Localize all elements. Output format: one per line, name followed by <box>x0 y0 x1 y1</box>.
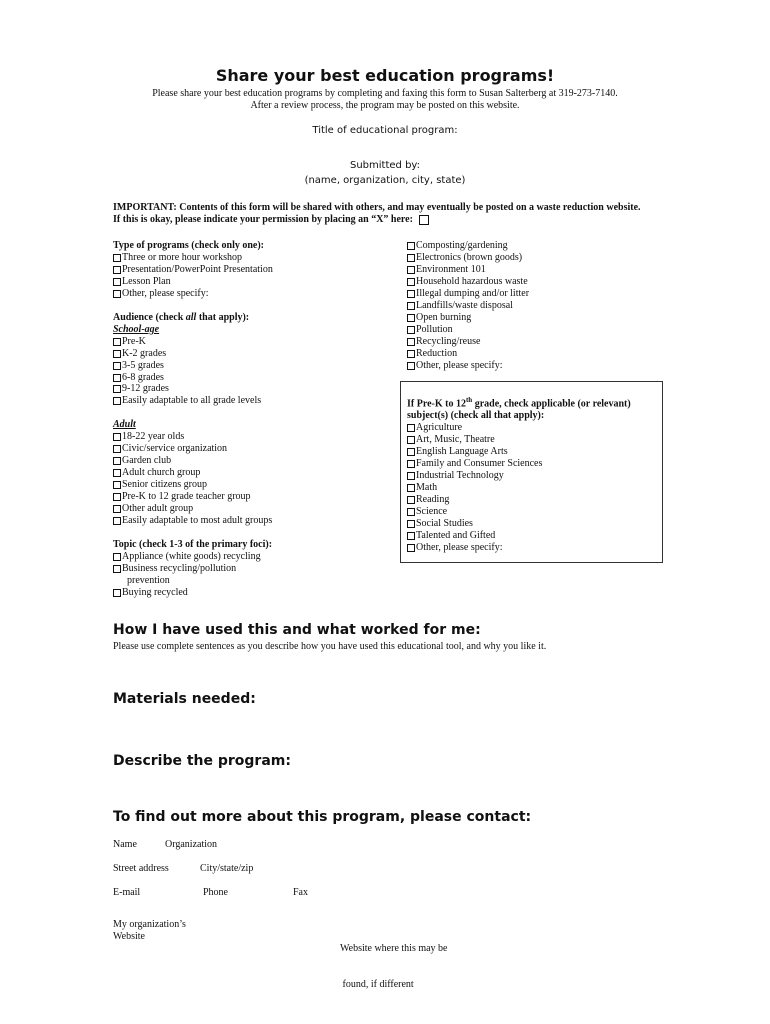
subject-item[interactable]: Family and Consumer Sciences <box>407 458 657 470</box>
checkbox[interactable] <box>407 424 415 432</box>
submitted-by-label: Submitted by: <box>350 160 420 171</box>
checkbox[interactable] <box>113 505 121 513</box>
checkbox[interactable] <box>113 254 121 262</box>
checkbox[interactable] <box>113 350 121 358</box>
right-column <box>407 240 657 371</box>
type-item[interactable]: Presentation/PowerPoint Presentation <box>113 264 398 276</box>
permission-row <box>113 214 673 226</box>
street-field-label: Street address <box>113 863 169 874</box>
type-item[interactable]: Lesson Plan <box>113 276 398 288</box>
topic-item[interactable]: Pollution <box>407 324 657 336</box>
adult-label: Adult <box>113 419 136 431</box>
subject-item[interactable]: Science <box>407 506 657 518</box>
checkbox[interactable] <box>407 532 415 540</box>
checkbox[interactable] <box>407 472 415 480</box>
checkbox[interactable] <box>407 448 415 456</box>
audience-item[interactable]: Adult church group <box>113 467 398 479</box>
how-used-heading: How I have used this and what worked for me: <box>113 622 481 638</box>
audience-item[interactable]: Easily adaptable to most adult groups <box>113 515 398 527</box>
audience-item[interactable]: K-2 grades <box>113 348 398 360</box>
checkbox[interactable] <box>407 496 415 504</box>
type-item[interactable]: Three or more hour workshop <box>113 252 398 264</box>
checkbox[interactable] <box>407 460 415 468</box>
subjects-heading: If Pre-K to 12th grade, check applicable (or relevant) <box>407 396 631 410</box>
subject-item[interactable]: Math <box>407 482 657 494</box>
checkbox[interactable] <box>407 266 415 274</box>
checkbox[interactable] <box>407 278 415 286</box>
checkbox[interactable] <box>113 338 121 346</box>
subject-item[interactable]: English Language Arts <box>407 446 657 458</box>
materials-heading: Materials needed: <box>113 691 256 707</box>
subjects-heading-2: subject(s) (check all that apply): <box>407 410 545 422</box>
checkbox[interactable] <box>113 433 121 441</box>
topic-item-continuation: prevention <box>127 574 170 586</box>
checkbox[interactable] <box>113 457 121 465</box>
permission-checkbox[interactable] <box>419 215 429 225</box>
audience-item[interactable]: Pre-K to 12 grade teacher group <box>113 491 398 503</box>
subject-item[interactable]: Other, please specify: <box>407 542 657 554</box>
checkbox[interactable] <box>113 553 121 561</box>
important-notice <box>113 202 673 226</box>
intro-line-2: After a review process, the program may be posted on this website. <box>250 100 520 111</box>
checkbox[interactable] <box>113 266 121 274</box>
name-field-label: Name <box>113 839 137 850</box>
checkbox[interactable] <box>407 544 415 552</box>
contact-heading: To find out more about this program, please contact: <box>113 809 532 825</box>
audience-item[interactable]: 9-12 grades <box>113 383 398 395</box>
checkbox[interactable] <box>113 469 121 477</box>
subject-item[interactable]: Talented and Gifted <box>407 530 657 542</box>
program-title-label: Title of educational program: <box>312 125 458 136</box>
checkbox[interactable] <box>407 242 415 250</box>
checkbox[interactable] <box>113 278 121 286</box>
checkbox[interactable] <box>407 508 415 516</box>
audience-item[interactable]: Garden club <box>113 455 398 467</box>
topic-item[interactable]: Landfills/waste disposal <box>407 300 657 312</box>
subject-item[interactable]: Art, Music, Theatre <box>407 434 657 446</box>
subject-item[interactable]: Reading <box>407 494 657 506</box>
topic-item[interactable]: Recycling/reuse <box>407 336 657 348</box>
subject-item[interactable]: Industrial Technology <box>407 470 657 482</box>
type-heading: Type of programs (check only one): <box>113 240 265 251</box>
how-used-note: Please use complete sentences as you describe how you have used this educational tool, and why you like it. <box>113 641 547 652</box>
audience-item[interactable]: Other adult group <box>113 503 398 515</box>
topic-item[interactable]: Business recycling/pollution <box>113 563 398 575</box>
checkbox[interactable] <box>407 338 415 346</box>
organization-field-label: Organization <box>165 839 218 850</box>
checkbox[interactable] <box>407 290 415 298</box>
phone-field-label: Phone <box>203 887 228 898</box>
audience-item[interactable]: Easily adaptable to all grade levels <box>113 395 398 407</box>
city-field-label: City/state/zip <box>200 863 254 874</box>
fax-field-label: Fax <box>293 887 308 898</box>
important-line-1: IMPORTANT: Contents of this form will be shared with others, and may eventually be posted on a waste reduction website. <box>113 202 641 213</box>
topic-item[interactable]: Buying recycled <box>113 587 398 599</box>
topic-item[interactable]: Household hazardous waste <box>407 276 657 288</box>
important-line-2: If this is okay, please indicate your permission by placing an “X” here: <box>113 214 413 225</box>
checkbox[interactable] <box>113 290 121 298</box>
topic-heading: Topic (check 1-3 of the primary foci): <box>113 538 273 550</box>
topic-item[interactable]: Other, please specify: <box>407 360 657 372</box>
audience-item[interactable]: 6-8 grades <box>113 372 398 384</box>
audience-item[interactable]: 3-5 grades <box>113 360 398 372</box>
school-age-label: School-age <box>113 323 160 335</box>
checkbox[interactable] <box>407 326 415 334</box>
audience-heading: Audience (check all that apply): <box>113 311 250 323</box>
left-column <box>113 240 398 599</box>
audience-item[interactable]: Senior citizens group <box>113 479 398 491</box>
checkbox[interactable] <box>113 397 121 405</box>
subjects-list <box>407 395 657 554</box>
checkbox[interactable] <box>113 481 121 489</box>
checkbox[interactable] <box>407 254 415 262</box>
checkbox[interactable] <box>407 350 415 358</box>
topic-item[interactable]: Appliance (white goods) recycling <box>113 551 398 563</box>
intro-line-1: Please share your best education programs by completing and faxing this form to Susan Salterberg at 319-273-7140. <box>152 88 618 99</box>
checkbox[interactable] <box>113 374 121 382</box>
audience-item[interactable]: Pre-K <box>113 336 398 348</box>
checkbox[interactable] <box>113 565 121 573</box>
checkbox[interactable] <box>407 314 415 322</box>
email-field-label: E-mail <box>113 887 141 898</box>
checkbox[interactable] <box>407 520 415 528</box>
checkbox[interactable] <box>113 385 121 393</box>
checkbox[interactable] <box>113 362 121 370</box>
checkbox[interactable] <box>113 493 121 501</box>
checkbox[interactable] <box>113 445 121 453</box>
checkbox[interactable] <box>113 589 121 597</box>
checkbox[interactable] <box>407 362 415 370</box>
topic-item[interactable]: Electronics (brown goods) <box>407 252 657 264</box>
topic-item[interactable]: Illegal dumping and/or litter <box>407 288 657 300</box>
subject-item[interactable]: Social Studies <box>407 518 657 530</box>
audience-item[interactable]: Civic/service organization <box>113 443 398 455</box>
type-item[interactable]: Other, please specify: <box>113 288 398 300</box>
form-title: Share your best education programs! <box>215 66 555 85</box>
topic-item[interactable]: Environment 101 <box>407 264 657 276</box>
subject-item[interactable]: Agriculture <box>407 422 657 434</box>
checkbox[interactable] <box>113 517 121 525</box>
audience-item[interactable]: 18-22 year olds <box>113 431 398 443</box>
checkbox[interactable] <box>407 302 415 310</box>
alt-website-field-label: Website where this may be found, if different <box>340 943 448 990</box>
topic-item[interactable]: Reduction <box>407 348 657 360</box>
topic-item[interactable]: Open burning <box>407 312 657 324</box>
checkbox[interactable] <box>407 436 415 444</box>
website-field-label: My organization’s Website <box>113 919 186 942</box>
topic-item[interactable]: Composting/gardening <box>407 240 657 252</box>
checkbox[interactable] <box>407 484 415 492</box>
describe-heading: Describe the program: <box>113 753 291 769</box>
submitted-by-detail: (name, organization, city, state) <box>304 175 466 186</box>
